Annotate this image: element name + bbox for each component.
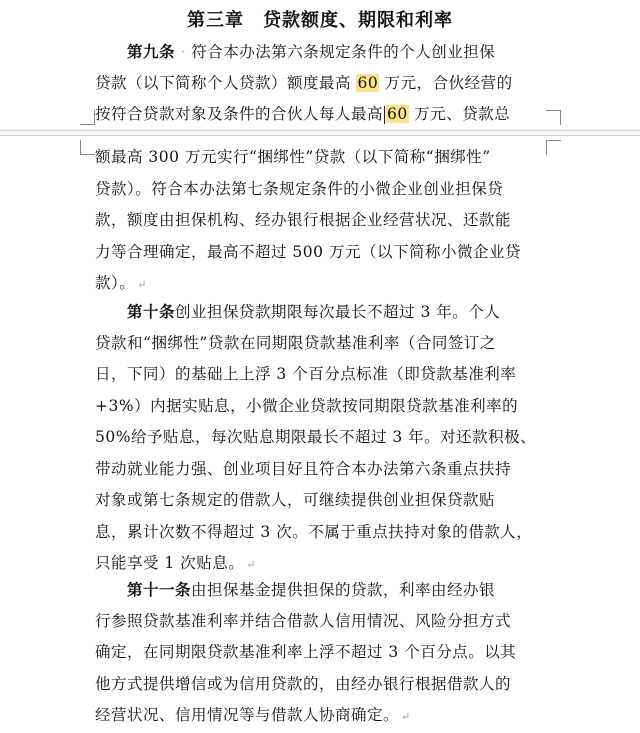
highlight-amount-1: 60: [357, 73, 379, 92]
art9-line-7: 力等合理确定，最高不超过 500 万元（以下简称小微企业贷: [95, 242, 521, 261]
text-cursor: [384, 106, 385, 124]
art10-line-6: 带动就业能力强、创业项目好且符合本办法第六条重点扶持: [95, 459, 512, 478]
art9-line-3: 按符合贷款对象及条件的合伙人每人最高 60 万元、贷款总: [95, 105, 511, 123]
art10-line-3: 日，下同）的基础上上浮 3 个百分点标准（即贷款基准利率: [95, 365, 517, 383]
art11-line-3: 确定，在同期限贷款基准利率上浮不超过 3 个百分点。以其: [95, 643, 517, 661]
art9-line-5: 贷款）。符合本办法第七条规定条件的小微企业创业担保贷: [95, 179, 504, 198]
art9-line-8: 款）。 ↵: [95, 274, 147, 292]
chapter-title: 第三章 贷款额度、期限和利率: [187, 10, 453, 31]
art9-line-2: 贷款（以下简称个人贷款）额度最高 60 万元，合伙经营的: [95, 73, 513, 92]
page-corner-mark: [80, 140, 95, 155]
art10-line-1: 第十条创业担保贷款期限每次最长不超过 3 年。个人: [127, 302, 501, 321]
paragraph-mark: ↵: [401, 710, 411, 723]
art9-line-4: 额最高 300 万元实行“捆绑性”贷款（以下简称“捆绑性”: [95, 148, 491, 166]
art10-line-2: 贷款和“捆绑性”贷款在同期限贷款基准利率（合同签订之: [95, 333, 496, 352]
art9-line-1: 第九条 · 符合本办法第六条规定条件的个人创业担保: [127, 42, 496, 61]
art11-label: 第十一条: [127, 580, 192, 599]
paragraph-mark: ↵: [246, 558, 256, 571]
art10-line-9: 只能享受 1 次贴息。 ↵: [95, 554, 256, 572]
art9-label: 第九条: [127, 42, 176, 61]
art11-line-4: 他方式提供增信或为信用贷款的，由经办银行根据借款人的: [95, 674, 512, 693]
page-break: [0, 130, 640, 136]
art11-line-2: 行参照贷款基准利率并结合借款人信用情况、风险分担方式: [95, 611, 512, 630]
article-9-bottom: [95, 142, 555, 300]
art11-line-1: 第十一条由担保基金提供担保的贷款，利率由经办银: [127, 580, 496, 599]
art10-line-4: +3%）内据实贴息，小微企业贷款按同期限贷款基准利率的: [95, 396, 519, 415]
art10-label: 第十条: [127, 302, 176, 321]
art11-line-5: 经营状况、信用情况等与借款人协商确定。 ↵: [95, 706, 411, 724]
art10-line-5: 50%给予贴息，每次贴息期限最长不超过 3 年。对还款积极、: [95, 428, 537, 446]
paragraph-mark: ↵: [137, 278, 147, 291]
art9-line-6: 款，额度由担保机构、经办银行根据企业经营状况、还款能: [95, 211, 512, 229]
article-11: [95, 574, 555, 732]
art10-line-8: 息，累计次数不得超过 3 次。不属于重点扶持对象的借款人，: [95, 522, 533, 541]
page-corner-mark: [546, 110, 561, 125]
art10-line-7: 对象或第七条规定的借款人，可继续提供创业担保贷款贴: [95, 491, 496, 509]
highlight-amount-2: 60: [387, 105, 408, 123]
article-10: [95, 296, 555, 580]
page-corner-mark: [80, 110, 95, 125]
article-9-top: [95, 36, 555, 131]
